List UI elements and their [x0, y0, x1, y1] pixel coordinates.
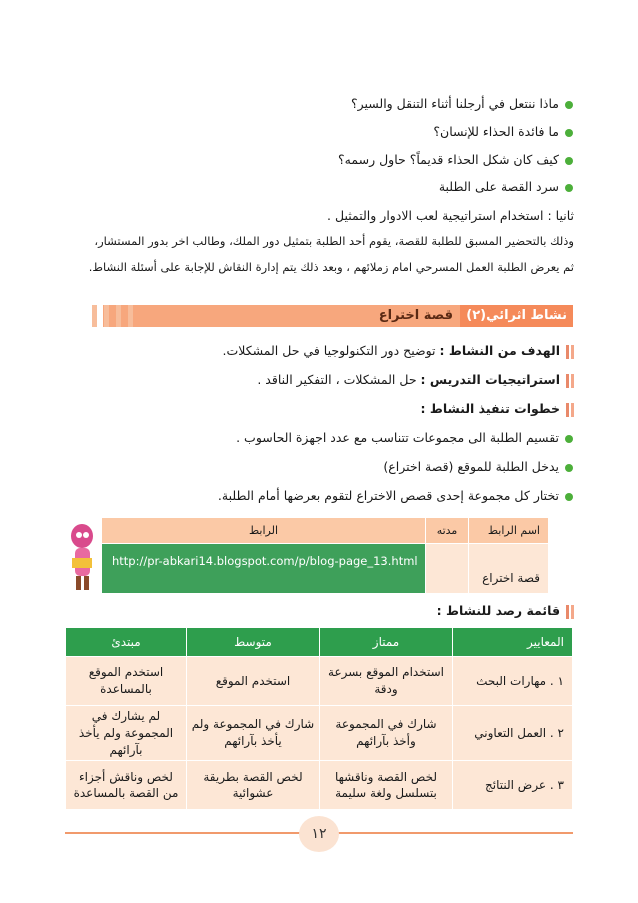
step-item: تقسيم الطلبة الى مجموعات تتناسب مع عدد اجهزة الحاسوب . [236, 430, 573, 445]
criteria-cell: شارك في المجموعة وأخذ بآرائهم [320, 706, 453, 761]
banner-stripes [85, 305, 133, 331]
footer-line [338, 832, 573, 834]
header-duration: مدته [426, 518, 469, 544]
criteria-cell: ٢ . العمل التعاوني [453, 706, 573, 761]
step-item: يدخل الطلبة للموقع (قصة اختراع) [383, 459, 573, 474]
criteria-cell: استخدام الموقع بسرعة ودقة [320, 657, 453, 706]
criteria-cell: لخص القصة بطريقة عشوائية [187, 761, 320, 810]
marker-icon [566, 345, 569, 359]
bullet-icon [565, 435, 573, 443]
criteria-cell: استخدم الموقع بالمساعدة [66, 657, 187, 706]
duration-cell [426, 544, 469, 594]
criteria-cell: لخص وناقش أجزاء من القصة بالمساعدة [66, 761, 187, 810]
criteria-table [65, 627, 573, 810]
criteria-cell: لم يشارك في المجموعة ولم يأخذ بآرائهم [66, 706, 187, 761]
character-illustration [66, 518, 98, 598]
criteria-cell: ١ . مهارات البحث [453, 657, 573, 706]
activity-label: نشاط اثرائي(٢) [460, 305, 573, 327]
criteria-cell: ٣ . عرض النتائج [453, 761, 573, 810]
question-item: ما فائدة الحذاء للإنسان؟ [433, 124, 573, 139]
step-item: تختار كل مجموعة إحدى قصص الاختراع لتقوم بعرضها أمام الطلبة. [218, 488, 573, 503]
marker-icon [571, 605, 574, 619]
header-link-name: اسم الرابط [469, 518, 549, 544]
bullet-icon [565, 184, 573, 192]
bullet-icon [565, 464, 573, 472]
criteria-header: ممتاز [320, 628, 453, 657]
criteria-cell: شارك في المجموعة ولم يأخذ بآرائهم [187, 706, 320, 761]
criteria-header: المعايير [453, 628, 573, 657]
strategies-line: استراتيجيات التدريس : حل المشكلات ، التفكير الناقد . [257, 372, 574, 388]
strategy-text: وذلك بالتحضير المسبق للطلبة للقصة، يقوم أحد الطلبة بتمثيل دور الملك، وطالب اخر بدور المستشار، [94, 234, 574, 248]
steps-heading: خطوات تنفيذ النشاط : [421, 401, 575, 417]
links-table [101, 517, 549, 594]
marker-icon [571, 345, 574, 359]
question-item: سرد القصة على الطلبة [439, 179, 573, 194]
bullet-icon [565, 129, 573, 137]
question-item: كيف كان شكل الحذاء قديماً؟ حاول رسمه؟ [338, 152, 573, 167]
marker-icon [566, 403, 569, 417]
strategy-heading: ثانيا : استخدام استراتيجية لعب الادوار والتمثيل . [327, 208, 574, 223]
checklist-heading: قائمة رصد للنشاط : [437, 603, 574, 619]
criteria-cell: لخص القصة وناقشها بتسلسل ولغة سليمة [320, 761, 453, 810]
strategy-text: ثم يعرض الطلبة العمل المسرحي امام زملائهم ، وبعد ذلك يتم إدارة النقاش للإجابة على أسئلة النشاط. [88, 260, 574, 274]
bullet-icon [565, 493, 573, 501]
goal-line: الهدف من النشاط : توضيح دور التكنولوجيا في حل المشكلات. [223, 343, 574, 359]
footer-line [65, 832, 300, 834]
marker-icon [571, 374, 574, 388]
bullet-icon [565, 101, 573, 109]
bullet-icon [565, 157, 573, 165]
marker-icon [566, 605, 569, 619]
criteria-header: مبتدئ [66, 628, 187, 657]
criteria-header: متوسط [187, 628, 320, 657]
page-number: ١٢ [299, 816, 339, 852]
marker-icon [571, 403, 574, 417]
marker-icon [566, 374, 569, 388]
criteria-cell: استخدم الموقع [187, 657, 320, 706]
link-name-cell: قصة اختراع [469, 544, 549, 594]
activity-title: قصة اختراع [378, 308, 453, 323]
question-item: ماذا ننتعل في أرجلنا أثناء التنقل والسير؟ [351, 96, 573, 111]
header-link: الرابط [102, 518, 426, 544]
link-url-cell[interactable]: http://pr-abkari14.blogspot.com/p/blog-page_13.html [102, 544, 426, 594]
